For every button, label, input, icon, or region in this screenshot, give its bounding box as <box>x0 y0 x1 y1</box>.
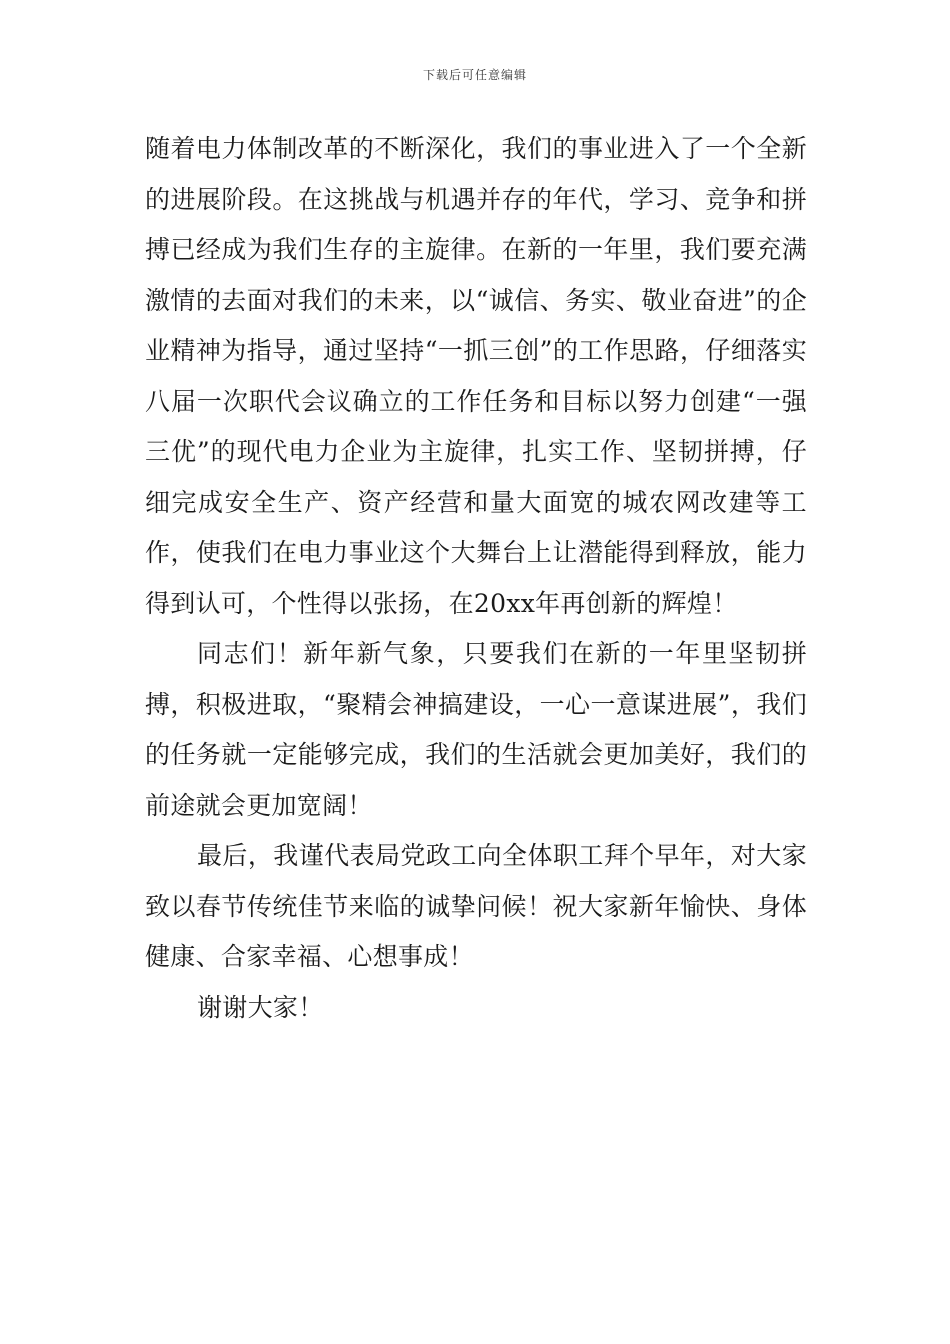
paragraph-comrades: 同志们！新年新气象，只要我们在新的一年里坚韧拼搏，积极进取，“聚精会神搞建设，一心一意谋进展”，我们的任务就一定能够完成，我们的生活就会更加美好，我们的前途就会更加宽阔！ <box>145 639 807 820</box>
document-body <box>145 124 807 1033</box>
paragraph-greetings: 最后，我谨代表局党政工向全体职工拜个早年，对大家致以春节传统佳节来临的诚挚问候！祝大家新年愉快、身体健康、合家幸福、心想事成！ <box>145 841 807 971</box>
paragraph-thanks: 谢谢大家！ <box>197 992 324 1022</box>
page-header-note: 下载后可任意编辑 <box>422 68 527 82</box>
paragraph-continuation: 随着电力体制改革的不断深化，我们的事业进入了一个全新的进展阶段。在这挑战与机遇并存的年代，学习、竞争和拼搏已经成为我们生存的主旋律。在新的一年里，我们要充满激情的去面对我们的未来，以“诚信、务实、敬业奋进”的企业精神为指导，通过坚持“一抓三创”的工作思路，仔细落实八届一次职代会议确立的工作任务和目标以努力创建“一强三优”的现代电力企业为主旋律，扎实工作、坚韧拼搏，仔细完成安全生产、资产经营和量大面宽的城农网改建等工作，使我们在电力事业这个大舞台上让潜能得到释放，能力得到认可，个性得以张扬，在20xx年再创新的辉煌！ <box>145 134 807 618</box>
